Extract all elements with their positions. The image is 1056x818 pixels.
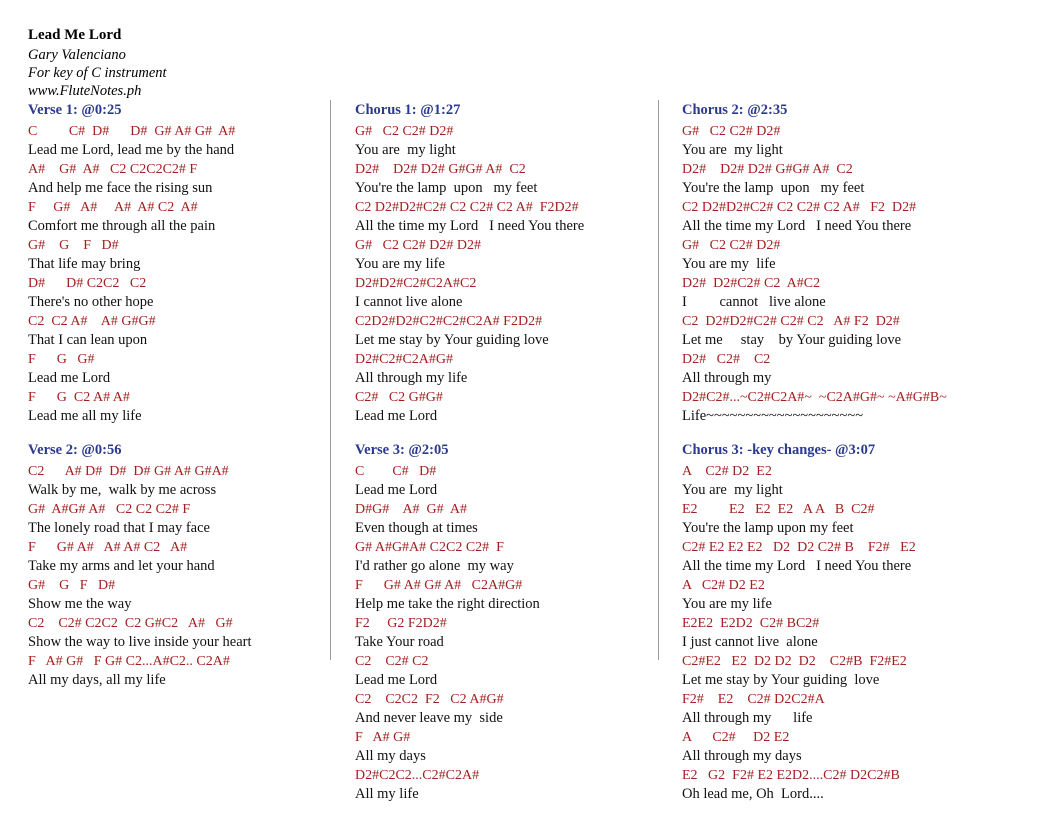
lyric-line: Lead me Lord xyxy=(28,370,111,386)
chord-line: D2#C2C2...C2#C2A# xyxy=(355,768,480,783)
lyric-line: All my days xyxy=(355,748,426,764)
chord-line: C2 A# D# D# D# G# A# G#A# xyxy=(28,464,229,479)
lyric-line: Lead me all my life xyxy=(28,408,142,424)
section-spacer xyxy=(682,430,1022,440)
section-title: Verse 1: @0:25 xyxy=(28,102,122,118)
chord-line: G# G F D# xyxy=(28,238,119,253)
chord-line: C2 C2C2 F2 C2 A#G# xyxy=(355,692,504,707)
lyric-line: All my life xyxy=(355,786,419,802)
lyric-line: All through my days xyxy=(682,748,802,764)
lyric-line: There's no other hope xyxy=(28,294,154,310)
lyric-line: You are my life xyxy=(682,256,776,272)
lyric-line: You're the lamp upon my feet xyxy=(682,180,865,196)
lyric-line: You are my light xyxy=(682,482,783,498)
chord-line: G# C2 C2# D2# xyxy=(682,124,781,139)
chord-line: F G C2 A# A# xyxy=(28,390,130,405)
lyric-line: You are my life xyxy=(682,596,772,612)
chord-line: E2E2 E2D2 C2# BC2# xyxy=(682,616,820,631)
chord-line: D2# D2# D2# G#G# A# C2 xyxy=(682,162,853,177)
artist-name: Gary Valenciano xyxy=(28,47,126,63)
chord-line: D2#D2#C2#C2A#C2 xyxy=(355,276,477,291)
section-spacer xyxy=(28,694,328,704)
chord-line: G# C2 C2# D2# D2# xyxy=(355,238,482,253)
chord-line: C2 C2# C2 xyxy=(355,654,429,669)
chord-line: C2 C2# C2C2 C2 G#C2 A# G# xyxy=(28,616,233,631)
lyric-line: Let me stay by Your guiding love xyxy=(682,672,880,688)
lyric-line: You are my light xyxy=(682,142,783,158)
lyric-line: Help me take the right direction xyxy=(355,596,540,612)
chord-line: C2 C2 A# A# G#G# xyxy=(28,314,156,329)
lyric-line: All the time my Lord I need You there xyxy=(682,218,912,234)
chord-line: A C2# D2 E2 xyxy=(682,730,790,745)
lyric-line: All the time my Lord I need You there xyxy=(355,218,585,234)
chord-line: C C# D# D# G# A# G# A# xyxy=(28,124,236,139)
chord-line: A# G# A# C2 C2C2C2# F xyxy=(28,162,198,177)
chord-line: C2#E2 E2 D2 D2 D2 C2#B F2#E2 xyxy=(682,654,907,669)
chord-line: G# A#G# A# C2 C2 C2# F xyxy=(28,502,191,517)
chord-line: F2# E2 C2# D2C2#A xyxy=(682,692,825,707)
lyric-line: And never leave my side xyxy=(355,710,503,726)
section-spacer xyxy=(355,430,673,440)
lyric-line: Let me stay by Your guiding love xyxy=(682,332,902,348)
lyric-line: You're the lamp upon my feet xyxy=(682,520,854,536)
chord-line: F G# A# A# A# C2 A# xyxy=(28,200,198,215)
lyric-line: Life~~~~~~~~~~~~~~~~~~~~ xyxy=(682,408,864,424)
chord-line: G# A#G#A# C2C2 C2# F xyxy=(355,540,504,555)
section-title: Chorus 3: -key changes- @3:07 xyxy=(682,442,876,458)
lyric-line: That I can lean upon xyxy=(28,332,148,348)
chord-line: F A# G# F G# C2...A#C2.. C2A# xyxy=(28,654,230,669)
instrument-key-note: For key of C instrument xyxy=(28,65,167,81)
song-section xyxy=(28,440,328,690)
chord-line: D2#C2#...~C2#C2A#~ ~C2A#G#~ ~A#G#B~ xyxy=(682,390,947,405)
lyric-line: Walk by me, walk by me across xyxy=(28,482,217,498)
section-title: Verse 3: @2:05 xyxy=(355,442,449,458)
lyric-line: You are my life xyxy=(355,256,445,272)
lyric-line: I cannot live alone xyxy=(355,294,463,310)
chord-line: D# D# C2C2 C2 xyxy=(28,276,147,291)
song-section xyxy=(355,440,673,804)
song-header xyxy=(28,26,348,100)
lyric-line: Show me the way xyxy=(28,596,132,612)
chord-line: G# G F D# xyxy=(28,578,116,593)
lyric-line: All my days, all my life xyxy=(28,672,166,688)
chord-line: F A# G# xyxy=(355,730,411,745)
section-title: Verse 2: @0:56 xyxy=(28,442,122,458)
chord-line: D2#C2#C2A#G# xyxy=(355,352,454,367)
song-section xyxy=(682,440,1022,804)
chord-line: C2 D2#D2#C2# C2 C2# C2 A# F2 D2# xyxy=(682,200,917,215)
song-section xyxy=(355,100,673,426)
chord-line: G# C2 C2# D2# xyxy=(355,124,454,139)
chord-line: D2# D2# D2# G#G# A# C2 xyxy=(355,162,526,177)
column-1 xyxy=(28,100,328,704)
chord-line: C2# C2 G#G# xyxy=(355,390,443,405)
chord-line: A C2# D2 E2 xyxy=(682,464,772,479)
section-spacer xyxy=(355,808,673,818)
lyric-line: Let me stay by Your guiding love xyxy=(355,332,549,348)
lyric-line: That life may bring xyxy=(28,256,141,272)
lyric-line: The lonely road that I may face xyxy=(28,520,210,536)
chord-line: F G# A# G# A# C2A#G# xyxy=(355,578,523,593)
song-section xyxy=(28,100,328,426)
chord-line: C2D2#D2#C2#C2#C2A# F2D2# xyxy=(355,314,543,329)
chord-line: D#G# A# G# A# xyxy=(355,502,468,517)
lyric-line: Lead me Lord xyxy=(355,672,438,688)
chord-line: E2 G2 F2# E2 E2D2....C2# D2C2#B xyxy=(682,768,900,783)
chord-line: G# C2 C2# D2# xyxy=(682,238,781,253)
lyric-line: Oh lead me, Oh Lord.... xyxy=(682,786,824,802)
lyric-line: Lead me Lord, lead me by the hand xyxy=(28,142,235,158)
lyric-line: All through my xyxy=(682,370,772,386)
chord-line: D2# C2# C2 xyxy=(682,352,771,367)
section-title: Chorus 2: @2:35 xyxy=(682,102,788,118)
chord-line: C2 D2#D2#C2# C2# C2 A# F2 D2# xyxy=(682,314,900,329)
lyric-line: Even though at times xyxy=(355,520,478,536)
section-title: Chorus 1: @1:27 xyxy=(355,102,461,118)
chord-line: F2 G2 F2D2# xyxy=(355,616,447,631)
lyric-line: Lead me Lord xyxy=(355,482,438,498)
lyric-line: And help me face the rising sun xyxy=(28,180,213,196)
section-spacer xyxy=(682,808,1022,818)
chord-line: F G G# xyxy=(28,352,95,367)
lyric-line: You are my light xyxy=(355,142,456,158)
lyric-line: Comfort me through all the pain xyxy=(28,218,216,234)
column-2 xyxy=(355,100,673,818)
source-website: www.FluteNotes.ph xyxy=(28,83,142,99)
lyric-line: Take Your road xyxy=(355,634,444,650)
lyric-line: I cannot live alone xyxy=(682,294,826,310)
lyric-line: All through my life xyxy=(355,370,468,386)
chord-line: C2 D2#D2#C2# C2 C2# C2 A# F2D2# xyxy=(355,200,579,215)
chord-line: C2# E2 E2 E2 D2 D2 C2# B F2# E2 xyxy=(682,540,916,555)
lyric-line: I just cannot live alone xyxy=(682,634,818,650)
column-divider-1 xyxy=(330,100,331,660)
lyric-line: You're the lamp upon my feet xyxy=(355,180,538,196)
chord-line: C C# D# xyxy=(355,464,437,479)
chord-line: D2# D2#C2# C2 A#C2 xyxy=(682,276,821,291)
lyric-line: I'd rather go alone my way xyxy=(355,558,514,574)
chord-line: F G# A# A# A# C2 A# xyxy=(28,540,188,555)
page-title: Lead Me Lord xyxy=(28,27,122,43)
column-3 xyxy=(682,100,1022,818)
lyric-line: Show the way to live inside your heart xyxy=(28,634,252,650)
lyric-line: Take my arms and let your hand xyxy=(28,558,215,574)
song-section xyxy=(682,100,1022,426)
section-spacer xyxy=(28,430,328,440)
lyric-line: All the time my Lord I need You there xyxy=(682,558,912,574)
chord-line: E2 E2 E2 E2 A A B C2# xyxy=(682,502,875,517)
lyric-line: Lead me Lord xyxy=(355,408,438,424)
lyric-line: All through my life xyxy=(682,710,813,726)
chord-line: A C2# D2 E2 xyxy=(682,578,765,593)
